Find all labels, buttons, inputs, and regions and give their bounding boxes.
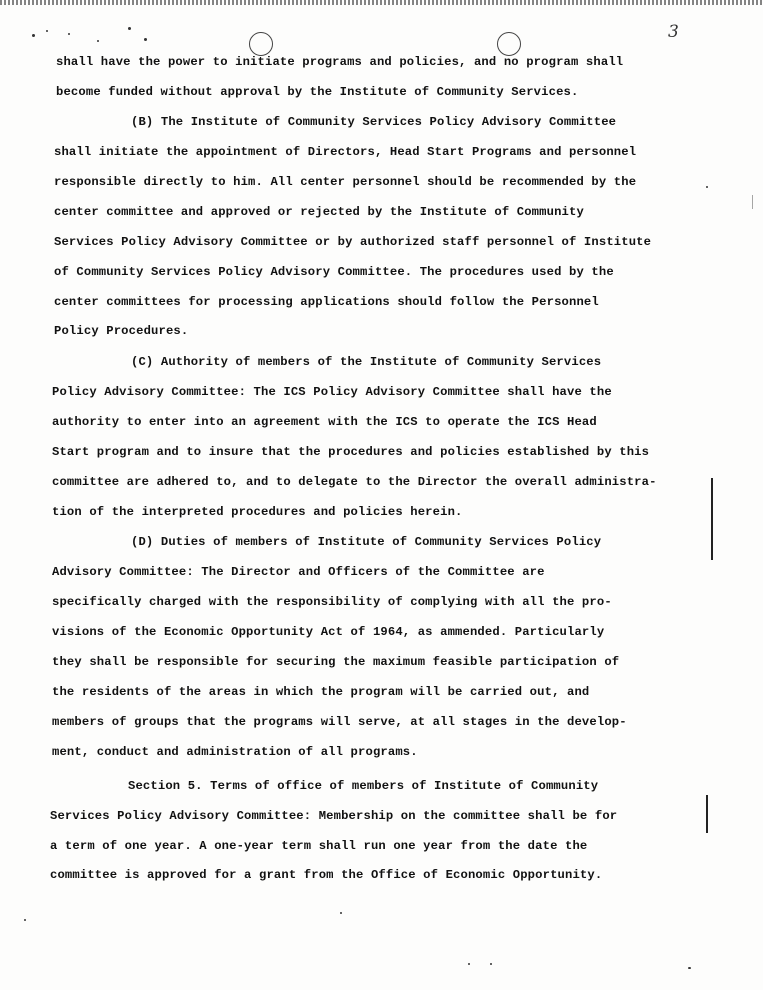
body-line: tion of the interpreted procedures and policies herein. xyxy=(52,505,463,519)
body-line: members of groups that the programs will serve, at all stages in the develop- xyxy=(52,715,627,729)
scan-speck xyxy=(468,963,470,965)
body-line: center committee and approved or rejected by the Institute of Community xyxy=(54,205,584,219)
body-line: Services Policy Advisory Committee or by authorized staff personnel of Institute xyxy=(54,235,652,249)
scan-speck xyxy=(68,33,70,35)
scan-speck xyxy=(46,30,48,32)
body-line: of Community Services Policy Advisory Committee. The procedures used by the xyxy=(54,265,614,279)
scan-speck xyxy=(144,38,147,41)
body-line: (C) Authority of members of the Institute of Community Services xyxy=(131,355,602,369)
body-line: become funded without approval by the Institute of Community Services. xyxy=(56,85,579,99)
body-line: ment, conduct and administration of all programs. xyxy=(52,745,418,759)
scan-speck xyxy=(688,967,691,969)
body-line: shall have the power to initiate programs and policies, and no program shall xyxy=(56,55,624,69)
body-line: committee is approved for a grant from the Office of Economic Opportunity. xyxy=(50,868,603,882)
body-line: Policy Procedures. xyxy=(54,324,189,338)
body-line: Services Policy Advisory Committee: Membership on the committee shall be for xyxy=(50,809,618,823)
body-line: Section 5. Terms of office of members of Institute of Community xyxy=(128,779,599,793)
body-line: shall initiate the appointment of Directors, Head Start Programs and personnel xyxy=(54,145,637,159)
body-line: visions of the Economic Opportunity Act of 1964, as ammended. Particularly xyxy=(52,625,605,639)
margin-rule xyxy=(706,795,708,833)
body-line: center committees for processing applications should follow the Personnel xyxy=(54,295,599,309)
scan-speck xyxy=(128,27,131,30)
body-line: responsible directly to him. All center personnel should be recommended by the xyxy=(54,175,637,189)
scan-speck xyxy=(32,34,35,37)
body-line: the residents of the areas in which the program will be carried out, and xyxy=(52,685,590,699)
body-line: specifically charged with the responsibility of complying with all the pro- xyxy=(52,595,612,609)
scan-speck xyxy=(340,912,342,914)
body-line: authority to enter into an agreement with the ICS to operate the ICS Head xyxy=(52,415,597,429)
page-number: 3 xyxy=(668,22,679,42)
scan-speck xyxy=(490,963,492,965)
margin-rule xyxy=(711,478,713,560)
body-line: a term of one year. A one-year term shall run one year from the date the xyxy=(50,839,588,853)
body-line: Advisory Committee: The Director and Officers of the Committee are xyxy=(52,565,545,579)
body-line: they shall be responsible for securing the maximum feasible participation of xyxy=(52,655,620,669)
punch-hole-left xyxy=(249,32,273,56)
body-line: (B) The Institute of Community Services Policy Advisory Committee xyxy=(131,115,617,129)
scan-speck xyxy=(706,186,708,188)
margin-rule xyxy=(752,195,753,209)
scan-speck xyxy=(24,919,26,921)
body-line: committee are adhered to, and to delegate to the Director the overall administra- xyxy=(52,475,657,489)
punch-hole-right xyxy=(497,32,521,56)
body-line: Policy Advisory Committee: The ICS Policy Advisory Committee shall have the xyxy=(52,385,612,399)
scan-top-edge xyxy=(0,0,763,5)
scan-speck xyxy=(97,40,99,42)
body-line: Start program and to insure that the procedures and policies established by this xyxy=(52,445,650,459)
body-line: (D) Duties of members of Institute of Community Services Policy xyxy=(131,535,602,549)
